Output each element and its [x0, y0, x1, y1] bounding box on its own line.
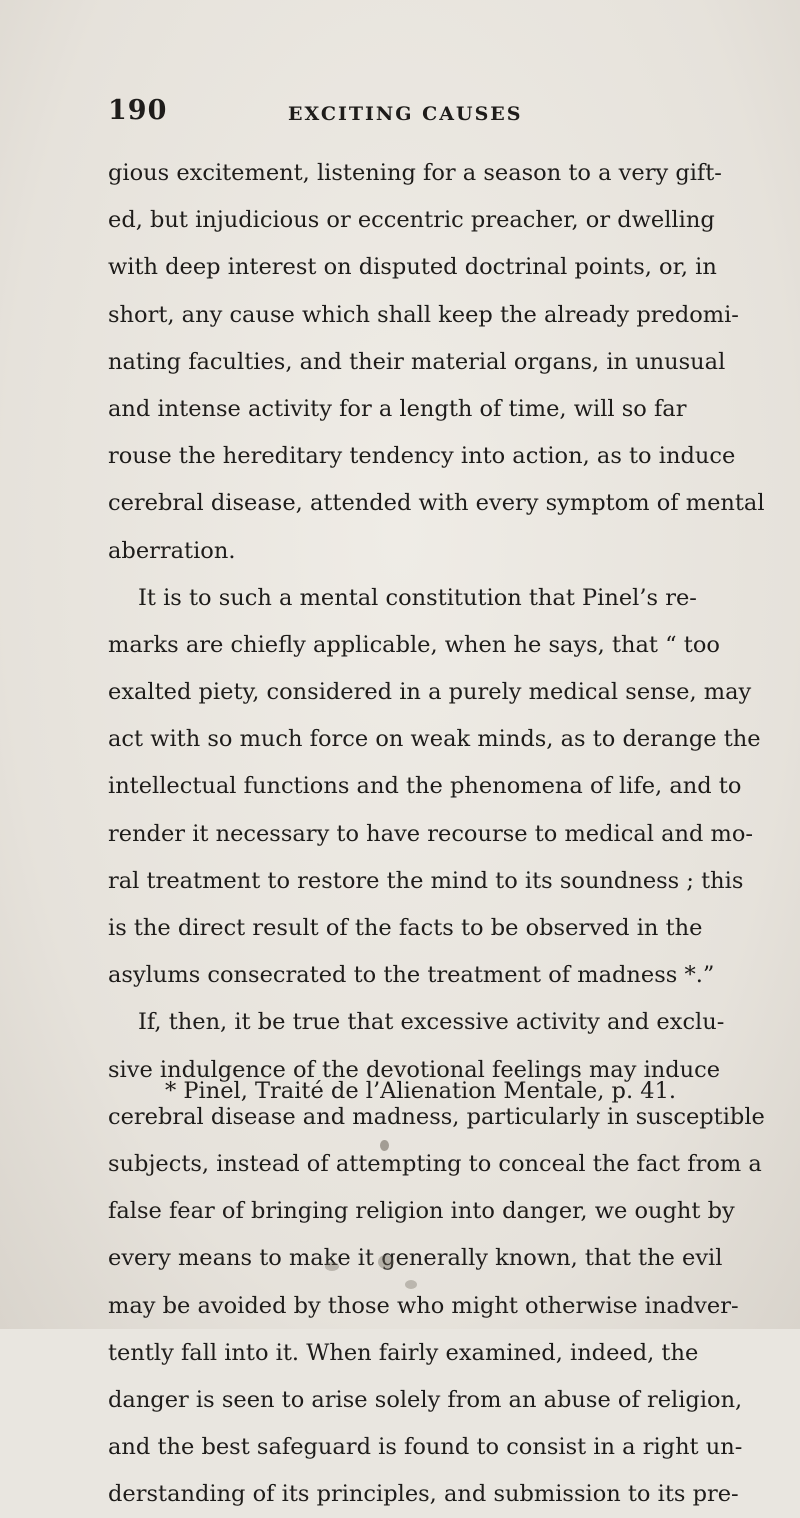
page-number: 190: [108, 95, 168, 126]
text-line: with deep interest on disputed doctrinal points, or, in: [108, 254, 717, 281]
text-line: intellectual functions and the phenomena of life, and to: [108, 773, 742, 800]
text-line: gious excitement, listening for a season to a very gift-: [108, 160, 722, 186]
text-line: subjects, instead of attempting to conceal the fact from a: [108, 1150, 762, 1177]
text-line: tently fall into it. When fairly examined, indeed, the: [108, 1339, 699, 1366]
text-line: It is to such a mental constitution that Pinel’s re-: [138, 584, 697, 611]
text-line: exalted piety, considered in a purely medical sense, may: [108, 679, 752, 706]
footnote: * Pinel, Traité de l’Alienation Mentale, p. 41.: [165, 1078, 677, 1104]
text-line: marks are chiefly applicable, when he says, that “ too: [108, 631, 720, 658]
ink-speck: [380, 1140, 389, 1151]
text-line: and intense activity for a length of time, will so far: [108, 395, 687, 422]
text-line: is the direct result of the facts to be observed in the: [108, 915, 703, 941]
text-line: every means to make it generally known, that the evil: [108, 1245, 723, 1272]
text-line: derstanding of its principles, and submission to its pre-: [108, 1481, 739, 1508]
running-head: EXCITING CAUSES: [288, 103, 523, 125]
text-line: If, then, it be true that excessive activity and exclu-: [138, 1009, 725, 1036]
text-line: nating faculties, and their material organs, in unusual: [108, 348, 726, 375]
text-line: danger is seen to arise solely from an abuse of religion,: [108, 1386, 743, 1413]
text-line: cerebral disease and madness, particularly in susceptible: [108, 1103, 765, 1130]
ink-speck: [378, 1255, 394, 1269]
text-line: asylums consecrated to the treatment of madness *.”: [108, 962, 715, 989]
ink-speck: [405, 1280, 417, 1289]
text-line: act with so much force on weak minds, as to derange the: [108, 726, 761, 753]
ink-speck: [325, 1262, 339, 1271]
text-line: short, any cause which shall keep the already predomi-: [108, 301, 739, 328]
text-line: and the best safeguard is found to consist in a right un-: [108, 1434, 743, 1461]
text-line: render it necessary to have recourse to medical and mo-: [108, 820, 754, 847]
text-line: false fear of bringing religion into danger, we ought by: [108, 1198, 735, 1225]
text-line: aberration.: [108, 537, 236, 564]
text-line: cerebral disease, attended with every symptom of mental: [108, 490, 765, 517]
text-line: may be avoided by those who might otherwise inadver-: [108, 1292, 739, 1319]
text-line: rouse the hereditary tendency into action, as to induce: [108, 443, 736, 470]
text-line: ed, but injudicious or eccentric preacher, or dwelling: [108, 207, 715, 234]
body-text: [108, 150, 765, 1518]
text-line: ral treatment to restore the mind to its soundness ; this: [108, 867, 744, 894]
text-line: sive indulgence of the devotional feelings may induce: [108, 1056, 721, 1083]
